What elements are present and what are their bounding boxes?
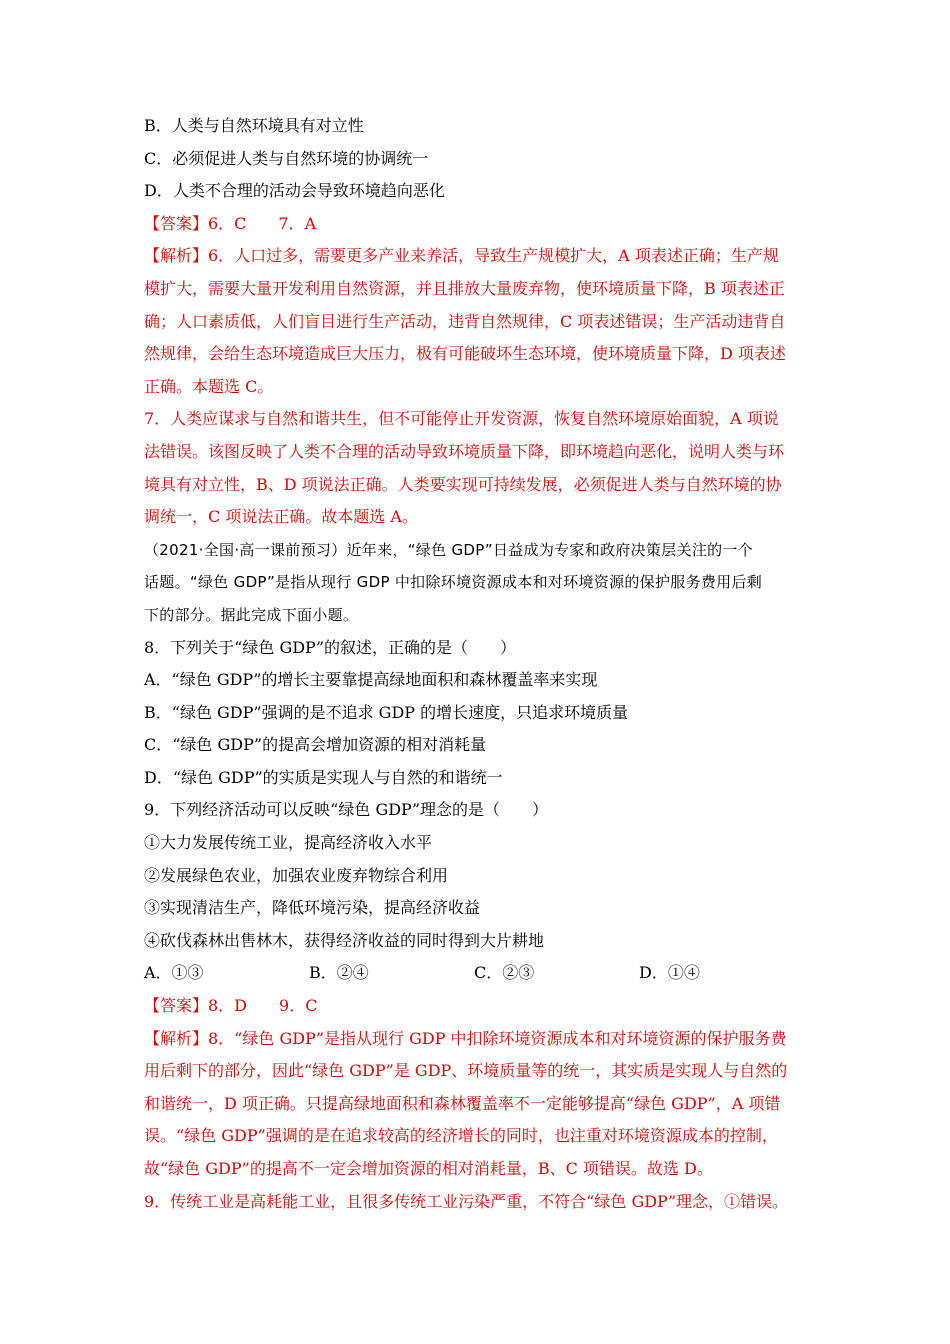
analysis-7-line: 调统一，C 项说法正确。故本题选 A。 <box>144 507 418 527</box>
question-9-item: ②发展绿色农业，加强农业废弃物综合利用 <box>144 865 449 885</box>
question-8-option: C．“绿色 GDP”的提高会增加资源的相对消耗量 <box>144 735 487 755</box>
option-c: C．必须促进人类与自然环境的协调统一 <box>144 148 429 168</box>
analysis-9-line: 9．传统工业是高耗能工业，且很多传统工业污染严重，不符合“绿色 GDP”理念，①错误。 <box>144 1191 789 1211</box>
analysis-6-line: 模扩大，需要大量开发利用自然资源，并且排放大量废弃物，使环境质量下降，B 项表述正 <box>144 278 785 298</box>
analysis-7-line: 境具有对立性，B、D 项说法正确。人类要实现可持续发展，必须促进人类与自然环境的协 <box>144 474 782 494</box>
analysis-8-line: 和谐统一，D 项正确。只提高绿地面积和森林覆盖率不一定能够提高“绿色 GDP”，A 项错 <box>144 1093 781 1113</box>
answer-6-7: 【答案】6．C 7．A <box>144 213 317 233</box>
question-9-item: ③实现清洁生产，降低环境污染，提高经济收益 <box>144 898 481 918</box>
question-9-option-c: C．②③ <box>474 963 535 983</box>
answer-8-9: 【答案】8．D 9．C <box>144 996 318 1016</box>
analysis-8-line: 【解析】8．“绿色 GDP”是指从现行 GDP 中扣除环境资源成本和对环境资源的保护服务费 <box>144 1028 787 1048</box>
question-9-option-a: A．①③ <box>144 963 204 983</box>
analysis-6-line: 【解析】6．人口过多，需要更多产业来养活，导致生产规模扩大，A 项表述正确；生产规 <box>144 246 779 266</box>
intro-line: 话题。“绿色 GDP”是指从现行 GDP 中扣除环境资源成本和对环境资源的保护服务费用后剩 <box>144 573 763 592</box>
question-9-item: ④砍伐森林出售林木，获得经济收益的同时得到大片耕地 <box>144 930 545 950</box>
analysis-8-line: 故“绿色 GDP”的提高不一定会增加资源的相对消耗量，B、C 项错误。故选 D。 <box>144 1159 713 1178</box>
analysis-7-line: 7．人类应谋求与自然和谐共生，但不可能停止开发资源，恢复自然环境原始面貌，A 项说 <box>144 409 779 429</box>
analysis-8-line: 用后剩下的部分，因此“绿色 GDP”是 GDP、环境质量等的统一，其实质是实现人与自然的 <box>144 1061 788 1081</box>
intro-line: 下的部分。据此完成下面小题。 <box>144 605 359 624</box>
question-9-option-d: D．①④ <box>639 963 700 983</box>
analysis-6-line: 正确。本题选 C。 <box>144 376 274 396</box>
question-9-options <box>144 957 824 990</box>
intro-line: （2021·全国·高一课前预习）近年来，“绿色 GDP”日益成为专家和政府决策层关注的一个 <box>144 540 754 559</box>
question-8-option: D．“绿色 GDP”的实质是实现人与自然的和谐统一 <box>144 767 503 787</box>
option-d: D．人类不合理的活动会导致环境趋向恶化 <box>144 181 445 201</box>
page-content <box>144 110 824 1218</box>
analysis-6-line: 确；人口素质低，人们盲目进行生产活动，违背自然规律，C 项表述错误；生产活动违背自 <box>144 311 786 331</box>
question-8-option: A．“绿色 GDP”的增长主要靠提高绿地面积和森林覆盖率来实现 <box>144 670 598 690</box>
option-b: B．人类与自然环境具有对立性 <box>144 116 364 135</box>
analysis-8-line: 误。“绿色 GDP”强调的是在追求较高的经济增长的同时，也注重对环境资源成本的控制， <box>144 1126 778 1146</box>
question-9-item: ①大力发展传统工业，提高经济收入水平 <box>144 833 433 853</box>
question-9-stem: 9．下列经济活动可以反映“绿色 GDP”理念的是（ ） <box>144 800 549 820</box>
analysis-7-line: 法错误。该图反映了人类不合理的活动导致环境质量下降，即环境趋向恶化，说明人类与环 <box>144 441 785 461</box>
question-8-stem: 8．下列关于“绿色 GDP”的叙述，正确的是（ ） <box>144 637 517 657</box>
analysis-6-line: 然规律，会给生态环境造成巨大压力，极有可能破坏生态环境，使环境质量下降，D 项表述 <box>144 344 786 364</box>
question-8-option: B．“绿色 GDP”强调的是不追求 GDP 的增长速度，只追求环境质量 <box>144 702 629 722</box>
question-9-option-b: B．②④ <box>309 963 369 983</box>
